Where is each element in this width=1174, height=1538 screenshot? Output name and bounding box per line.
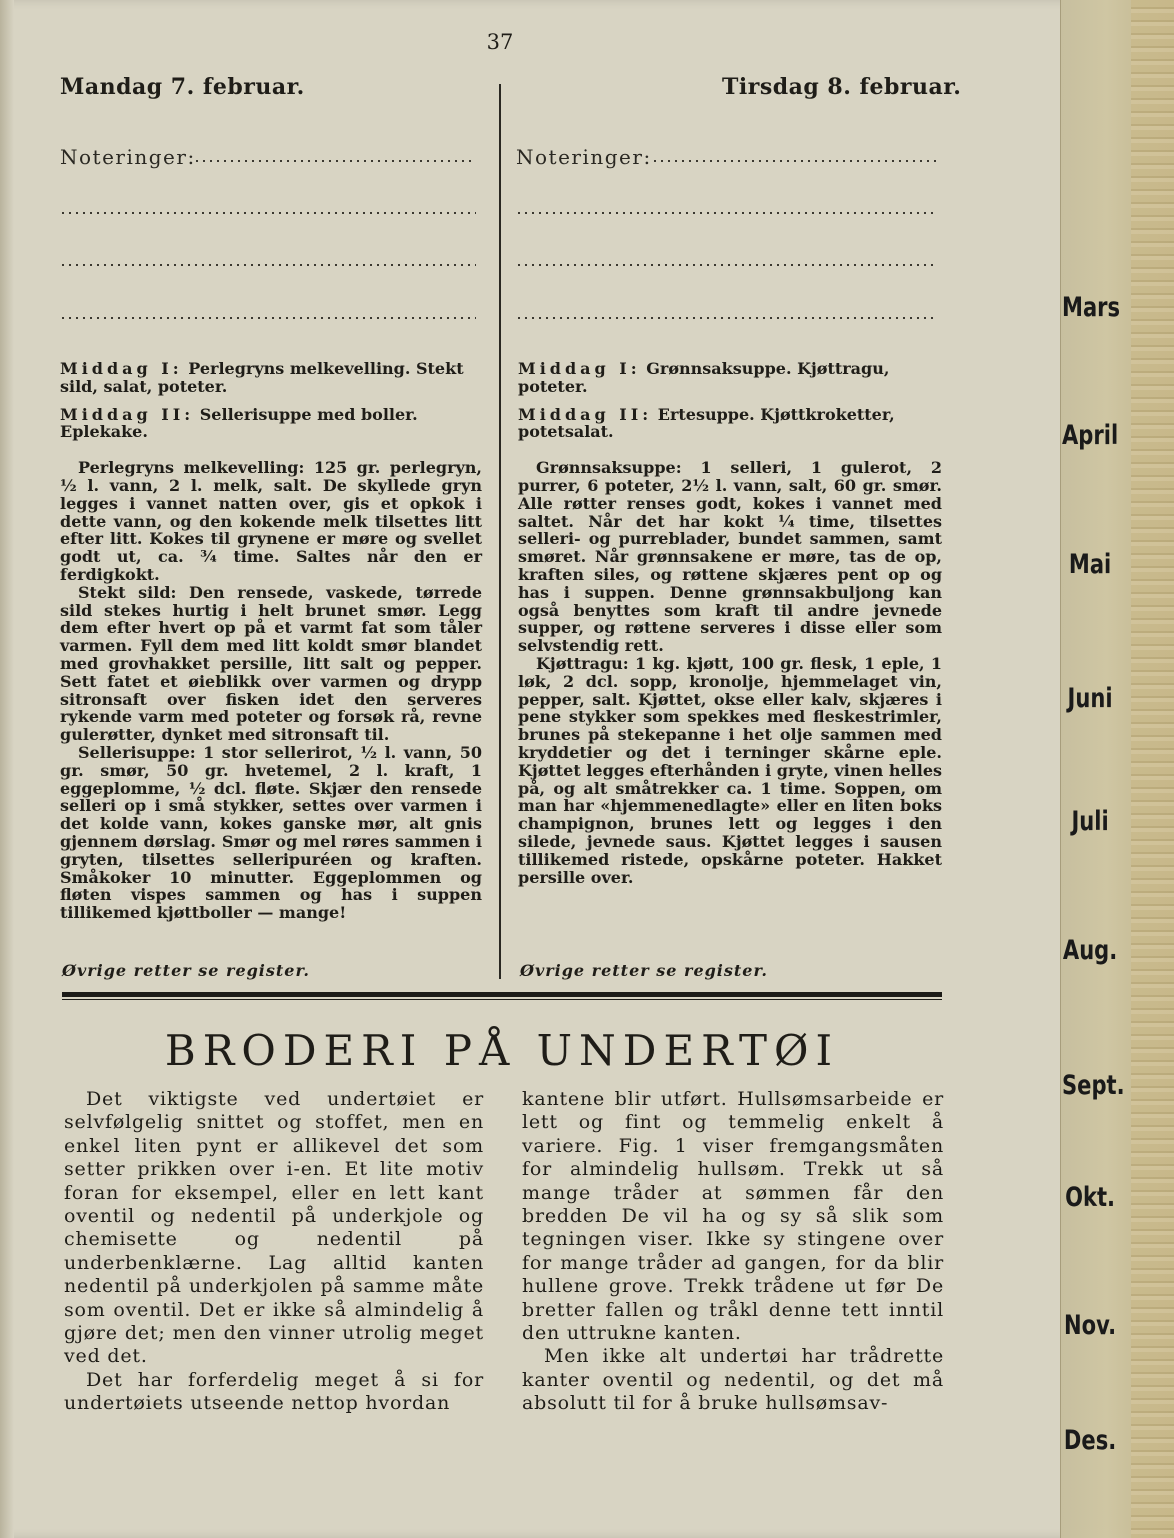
right-middag-1: Middag I: Grønnsaksuppe. Kjøttragu, poteter. (518, 359, 890, 396)
tab-aug[interactable]: Aug. (1062, 935, 1118, 966)
tab-des[interactable]: Des. (1063, 1425, 1117, 1456)
tab-mai[interactable]: Mai (1068, 549, 1112, 580)
page-number: 37 (486, 30, 514, 54)
article-right-paragraph-2: Men ikke alt undertøi har trådrette kanter oventil og nedentil, og det må absolutt til for å bruke hullsømsav- (522, 1345, 944, 1415)
right-middag-2: Middag II: Ertesuppe. Kjøttkroketter, potetsalat. (518, 404, 895, 442)
article-right-paragraph-1: kantene blir utført. Hullsømsarbeide er lett og fint og temmelig enkelt å variere. Fig. 1 viser fremgangsmåten for almindelig hullsøm. Trekk ut så mange tråder at sømmen får den bredden De vil ha og sy så slik som tegningen viser. Ikke sy stingene over for mange tråder ad gangen, for da blir hullene grove. Trekk trådene ut før De bretter fallen og tråkl denne tett inntil den uttrukne kanten. (522, 1088, 944, 1345)
left-middag-1: Middag I: Perlegryns melkevelling. Stekt sild, salat, poteter. (60, 359, 464, 396)
right-recipe-kjottragu: Kjøttragu: 1 kg. kjøtt, 100 gr. flesk, 1 eple, 1 løk, 2 dcl. sopp, kronolje, hjemmelaget vin, pepper, salt. Kjøttet, okse eller kalv, skjæres i pene stykker som spekkes med fleskestrimler, brunes på stekepanne i het olje sammen med kryddetier og det i terninger skårne eple. Kjøttet legges efterhånden i gryte, vinen helles på, og alt småtrekker ca. 1 time. Soppen, om man har «hjemmenedlagte» eller en liten boks champignon, brunes lett og legges i den silede, jevnede saus. Kjøttet legges i sausen tillikemed ristede, opskårne poteter. Hakket persille over. (518, 653, 942, 887)
right-notes-line-1[interactable] (654, 160, 936, 162)
left-recipe-sellerisuppe: Sellerisuppe: 1 stor sellerirot, ½ l. vann, 50 gr. smør, 50 gr. hvetemel, 2 l. kraft, 1 eggeplomme, ½ dcl. fløte. Skjær den rensede selleri op i små stykker, settes over varmen i det kolde vann, kokes ganske mør, alt gnis gjennem dørslag. Smør og mel røres sammen i gryten, tilsettes selleripuréen og kraften. Småkoker 10 minutter. Eggeplommen og fløten vispes sammen og has i suppen tillikemed kjøttboller — mange! (60, 742, 482, 923)
left-day-heading: Mandag 7. februar. (60, 74, 305, 100)
tab-juli[interactable]: Juli (1071, 806, 1109, 837)
tab-juni[interactable]: Juni (1067, 683, 1113, 714)
section-rule-thick (62, 992, 942, 997)
left-recipe-perlegryns: Perlegryns melkevelling: 125 gr. perlegryn, ½ l. vann, 2 l. melk, salt. De skyllede gryn legges i vannet natten over, gis et opkok i dette vann, og den kokende melk tilsettes litt efter litt. Kokes til grynene er møre og svellet godt ut, ca. ¾ time. Saltes når den er ferdigkokt. (60, 458, 482, 584)
right-recipe-gronnsaksuppe: Grønnsaksuppe: 1 selleri, 1 gulerot, 2 purrer, 6 poteter, 2½ l. vann, salt, 60 gr. smør. Alle røtter renses godt, kokes i vannet med saltet. Når det har kokt ¼ time, tilsettes selleri- og purreblader, bundet sammen, samt smøret. Når grønnsakene er møre, tas de op, kraften siles, og røttene skjæres pent op og has i suppen. Denne grønnsakbuljong kan også benyttes som kraft til andre jevnede supper, og røttene serveres i disse eller som selvstendig rett. (518, 458, 942, 656)
left-recipe-stekt-sild: Stekt sild: Den rensede, vaskede, tørrede sild stekes hurtig i helt brunet smør. Legg dem efter hvert op på et varmt fat som tåler varmen. Fyll dem med litt koldt smør blandet med grovhakket persille, litt salt og pepper. Sett fatet et øieblikk over varmen og drypp sitronsaft over fisken idet den serveres rykende varm med poteter og forsøk rå, revne gulerøtter, dynket med sitronsaft til. (60, 582, 482, 745)
left-middag-2: Middag II: Sellerisuppe med boller. Eplekake. (60, 404, 418, 442)
article-title: BRODERI PÅ UNDERTØI (164, 1026, 840, 1075)
article-left-column (64, 1088, 484, 1416)
article-right-column (522, 1088, 944, 1416)
left-notes-line-1[interactable] (196, 160, 476, 162)
tab-mars[interactable]: Mars (1062, 292, 1121, 323)
left-notes-line-4[interactable] (62, 317, 476, 319)
article-left-paragraph-1: Det viktigste ved undertøiet er selvfølgelig snittet og stoffet, men en enkel liten pynt er allikevel det som setter prikken over i-en. Et lite motiv foran for eksempel, eller en lett kant oventil og nedentil på underkjole og chemisette og nedentil på underbenklærne. Lag alltid kanten nedentil på underkjolen på samme måte som oventil. Det er ikke så almindelig å gjøre det; men den vinner utrolig meget ved det. (64, 1088, 484, 1368)
left-notes-line-2[interactable] (62, 212, 476, 214)
right-day-heading: Tirsdag 8. februar. (722, 74, 962, 100)
article-left-paragraph-2: Det har forferdelig meget å si for undertøiets utseende nettop hvordan (64, 1368, 484, 1415)
right-notes-label: Noteringer: (516, 145, 652, 169)
page-spine-shadow (0, 0, 14, 1538)
left-register-note: Øvrige retter se register. (62, 961, 310, 980)
left-notes-line-3[interactable] (62, 264, 476, 266)
right-register-note: Øvrige retter se register. (520, 961, 768, 980)
tab-nov[interactable]: Nov. (1064, 1310, 1117, 1341)
tab-april[interactable]: April (1062, 420, 1119, 451)
right-notes-line-3[interactable] (518, 264, 936, 266)
left-notes-label: Noteringer: (60, 145, 196, 169)
right-notes-line-2[interactable] (518, 212, 936, 214)
section-rule-thin (62, 999, 942, 1000)
tab-okt[interactable]: Okt. (1065, 1182, 1116, 1213)
tab-sept[interactable]: Sept. (1062, 1070, 1125, 1101)
page-edges (1131, 0, 1174, 1538)
right-menu-column (518, 360, 942, 886)
left-menu-column (60, 360, 482, 922)
month-tab-strip (1060, 0, 1174, 1538)
column-divider (499, 84, 501, 979)
right-notes-line-4[interactable] (518, 317, 936, 319)
